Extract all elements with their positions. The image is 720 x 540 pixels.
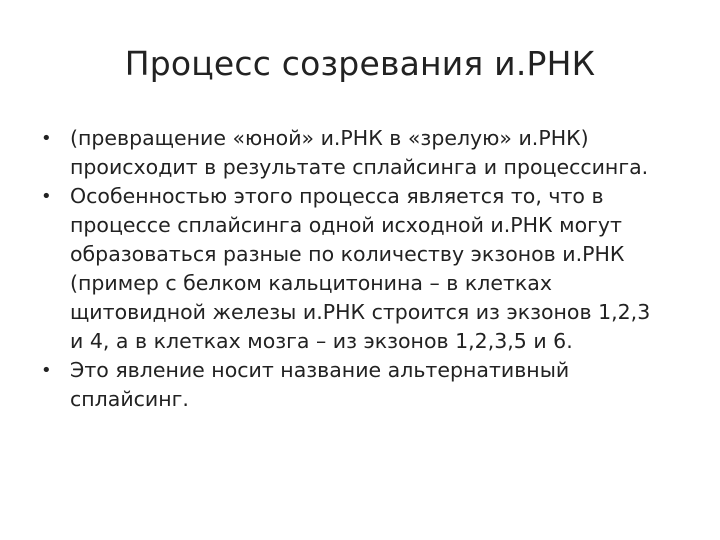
bullet-text-line: образоваться разные по количеству экзонов и.РНК [70, 242, 625, 266]
bullet-text-line: и 4, а в клетках мозга – из экзонов 1,2,3,5 и 6. [70, 329, 573, 353]
bullet-text-line: Это явление носит название альтернативный [70, 358, 570, 382]
slide-title: Процесс созревания и.РНК [124, 44, 596, 83]
bullet-list [38, 124, 702, 414]
bullet-text-line: (превращение «юной» и.РНК в «зрелую» и.РНК) [70, 126, 589, 150]
bullet-text-line: Особенностью этого процесса являетcя то, что в [70, 184, 604, 208]
bullet-item [38, 356, 702, 414]
bullet-point-icon: • [41, 186, 52, 207]
bullet-text-line: процессе сплайсинга одной исходной и.РНК могут [70, 213, 622, 237]
bullet-point-icon: • [41, 128, 52, 149]
bullet-text-line: (пример с белком кальцитонина – в клетках [70, 271, 552, 295]
bullet-item [38, 182, 702, 356]
bullet-item [38, 124, 702, 182]
bullet-text-line: сплайсинг. [70, 387, 189, 411]
bullet-text-line: происходит в результате сплайсинга и процессинга. [70, 155, 649, 179]
bullet-point-icon: • [41, 360, 52, 381]
bullet-text-line: щитовидной железы и.РНК строится из экзонов 1,2,3 [70, 300, 651, 324]
